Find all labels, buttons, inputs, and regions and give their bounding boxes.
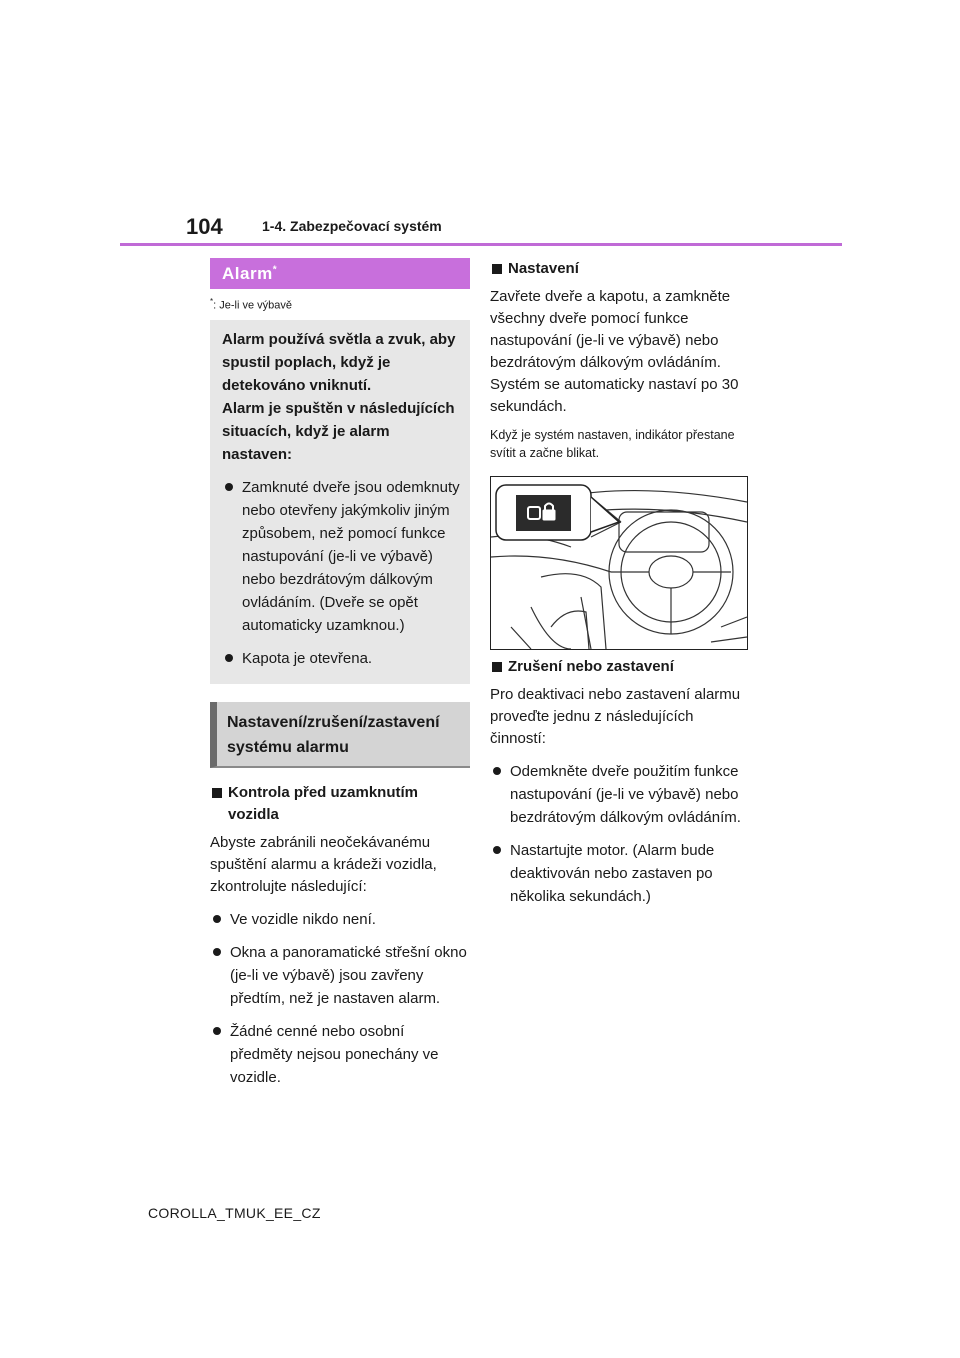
list-item: Žádné cenné nebo osobní předměty nejsou ponechány ve vozidle.: [210, 1020, 470, 1089]
intro-lead: Alarm používá světla a zvuk, aby spustil poplach, když je detekováno vniknutí.: [222, 330, 456, 394]
document-code: COROLLA_TMUK_EE_CZ: [148, 1205, 321, 1221]
intro-box: [210, 320, 470, 684]
header-divider: [120, 243, 842, 246]
setting-note: Když je systém nastaven, indikátor přestane svítit a začne blikat.: [490, 428, 735, 460]
intro-lead-2: Alarm je spuštěn v následujících situacích, když je alarm nastaven:: [222, 399, 455, 463]
list-item: Okna a panoramatické střešní okno (je-li ve výbavě) jsou zavřeny předtím, než je nastaven alarm.: [210, 941, 470, 1010]
list-item: Zamknuté dveře jsou odemknuty nebo otevřeny jakýmkoliv jiným způsobem, než pomocí funkce nastupování (je-li ve výbavě) nebo bezdrátovým dálkovým ovládáním. (Dveře se opět automaticky uzamknou.): [222, 476, 460, 637]
section-title: 1-4. Zabezpečovací systém: [262, 218, 442, 234]
check-text: Abyste zabránili neočekávanému spuštění alarmu a krádeži vozidla, zkontrolujte následující:: [210, 833, 437, 895]
list-item: Kapota je otevřena.: [222, 647, 460, 670]
section-heading: Nastavení/zrušení/zastavení systému alarmu: [210, 702, 470, 768]
list-item: Ve vozidle nikdo není.: [210, 908, 470, 931]
list-item: Nastartujte motor. (Alarm bude deaktivován nebo zastaven po několika sekundách.): [490, 839, 750, 908]
subheading-cancel: Zrušení nebo zastavení: [490, 656, 750, 678]
setting-text: Zavřete dveře a kapotu, a zamkněte všechny dveře pomocí funkce nastupování (je-li ve výbavě) nebo bezdrátovým dálkovým ovládáním. Systém se automaticky nastaví po 30 sekundách.: [490, 288, 739, 415]
cancel-text: Pro deaktivaci nebo zastavení alarmu proveďte jednu z následujících činností:: [490, 686, 741, 747]
page-number: 104: [186, 214, 223, 239]
subheading-setting: Nastavení: [490, 258, 750, 280]
footnote: *: Je-li ve výbavě: [210, 297, 292, 312]
left-column: [210, 258, 470, 1089]
dashboard-illustration: [490, 476, 748, 650]
right-column: [490, 258, 750, 908]
subheading-check: Kontrola před uzamknutím vozidla: [210, 782, 470, 826]
dashboard-drawing: [491, 477, 747, 649]
alarm-title: Alarm*: [210, 258, 470, 289]
list-item: Odemkněte dveře použitím funkce nastupování (je-li ve výbavě) nebo bezdrátovým dálkovým ovládáním.: [490, 760, 750, 829]
